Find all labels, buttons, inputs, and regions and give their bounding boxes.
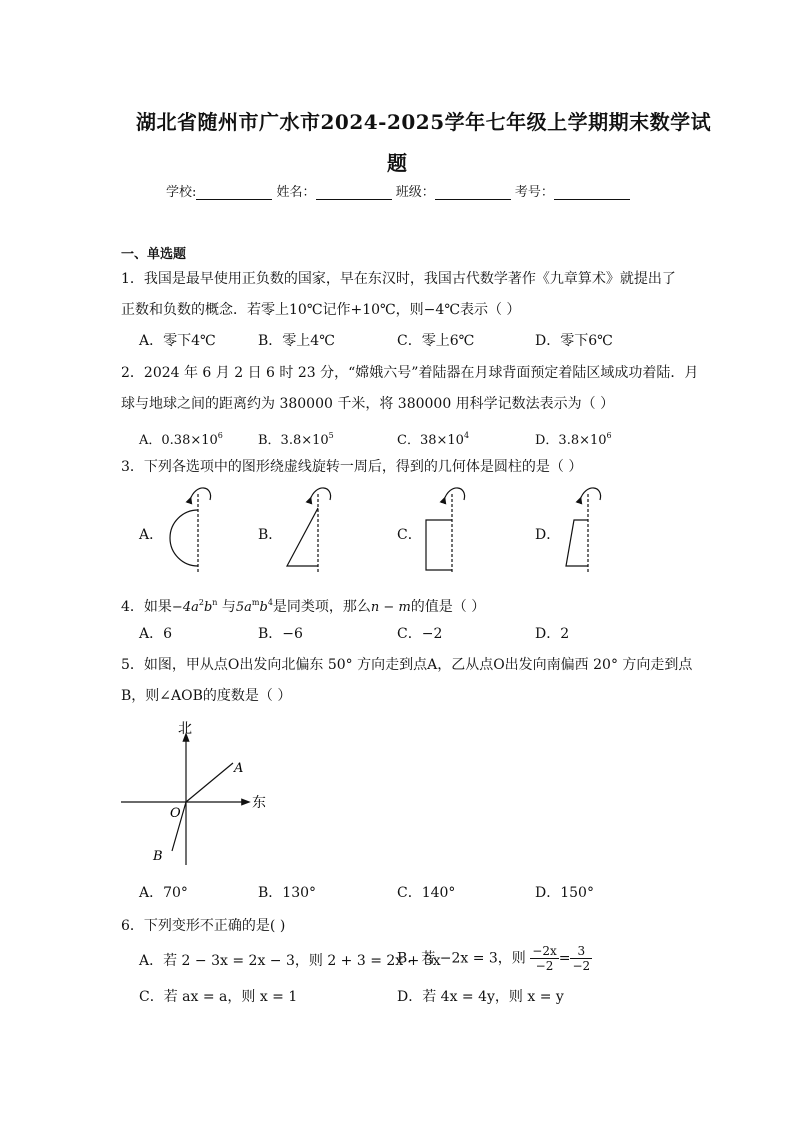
north-label: 北 [178, 721, 192, 737]
ray-oa [186, 763, 233, 802]
q6-b-fraction-2: $\frac{3}{-2}$ [572, 944, 591, 973]
q6-b-text: B．若 −2x = 3，则 [397, 950, 526, 967]
q6-option-a: A．若 2 − 3x = 2x − 3，则 2 + 3 = 2x + 3x [139, 953, 441, 969]
q6-option-b [397, 944, 592, 973]
q6-option-c: C．若 ax = a，则 x = 1 [139, 989, 298, 1005]
q3-figure-b [287, 488, 331, 572]
q5-direction-figure [110, 715, 290, 870]
q6-option-d: D．若 4x = 4y，则 x = y [397, 989, 564, 1005]
q3-option-b-label: B． [258, 527, 283, 543]
exam-no-label: 考号： [514, 185, 554, 200]
name-label: 姓名： [276, 185, 316, 200]
q5-option-b: B．130° [258, 885, 317, 901]
origin-label: O [170, 806, 181, 821]
page-title: 湖北省随州市广水市2024-2025学年七年级上学期期末数学试 [136, 110, 712, 134]
question-1-line-1: 1．我国是最早使用正负数的国家，早在东汉时，我国古代数学著作《九章算术》就提出了 [121, 271, 676, 287]
q4-option-c: C．−2 [397, 626, 443, 642]
q3-figure-c [426, 488, 465, 572]
q6-b-equals: = [558, 950, 571, 967]
point-b-label: B [153, 849, 163, 864]
question-4 [121, 594, 485, 617]
q3-option-d-label: D． [535, 527, 561, 543]
question-1-line-2: 正数和负数的概念．若零上10℃记作+10℃，则−4℃表示（ ） [121, 302, 521, 318]
question-2-line-1: 2．2024 年 6 月 2 日 6 时 23 分，“嫦娥六号”着陆器在月球背面预定着陆区域成功着陆．月 [121, 365, 699, 381]
q3-option-c-label: C． [397, 527, 422, 543]
q2-a-text: A．0.38×10 [139, 433, 218, 448]
q5-option-c: C．140° [397, 885, 456, 901]
question-3: 3．下列各选项中的图形绕虚线旋转一周后，得到的几何体是圆柱的是（ ） [121, 459, 583, 475]
q3-figure-a [170, 488, 211, 572]
east-label: 东 [252, 795, 266, 811]
class-label: 班级： [395, 185, 435, 200]
q4-end: 的值是（ ） [410, 599, 486, 615]
q1-option-a: A．零下4℃ [139, 333, 216, 349]
q5-option-d: D．150° [535, 885, 594, 901]
q2-c-text: C．38×10 [397, 433, 464, 448]
school-label: 学校: [166, 185, 197, 200]
q3-figure-d [566, 488, 601, 572]
question-5-line-1: 5．如图，甲从点O出发向北偏东 50° 方向走到点A，乙从点O出发向南偏西 20° 方向走到点 [121, 657, 693, 673]
q1-option-c: C．零上6℃ [397, 333, 475, 349]
q4-expression: n − m [370, 600, 411, 615]
q4-post: 是同类项，那么 [272, 599, 371, 615]
q5-option-a: A．70° [139, 885, 188, 901]
q2-d-exp: 6 [606, 431, 612, 440]
q4-option-a: A．6 [139, 626, 173, 642]
question-2-line-2: 球与地球之间的距离约为 380000 千米，将 380000 用科学记数法表示为（ ） [121, 396, 615, 412]
q4-mid: 与 [221, 599, 236, 615]
q4-term-1: $-4a^2b^n$ [171, 598, 218, 615]
q4-option-d: D．2 [535, 626, 570, 642]
q1-option-b: B．零上4℃ [258, 333, 335, 349]
section-heading: 一、单选题 [121, 247, 187, 262]
q2-c-exp: 4 [463, 431, 470, 440]
q4-option-b: B．−6 [258, 626, 303, 642]
q2-b-exp: 5 [328, 431, 334, 440]
q6-b-fraction-1: $\frac{-2x}{-2}$ [532, 944, 557, 973]
q2-d-text: D．3.8×10 [535, 433, 607, 448]
q2-b-text: B．3.8×10 [258, 433, 329, 448]
q2-a-exp: 6 [217, 431, 223, 440]
question-6: 6．下列变形不正确的是( ) [121, 918, 286, 934]
q3-option-a-label: A． [139, 527, 164, 543]
q4-term-2: $5a^mb^4$ [235, 598, 273, 615]
q1-option-d: D．零下6℃ [535, 333, 613, 349]
question-5-line-2: B，则∠AOB的度数是（ ） [121, 688, 292, 704]
page-title-cont: 题 [387, 151, 408, 175]
point-a-label: A [234, 761, 244, 776]
q4-prefix: 4．如果 [121, 599, 172, 615]
